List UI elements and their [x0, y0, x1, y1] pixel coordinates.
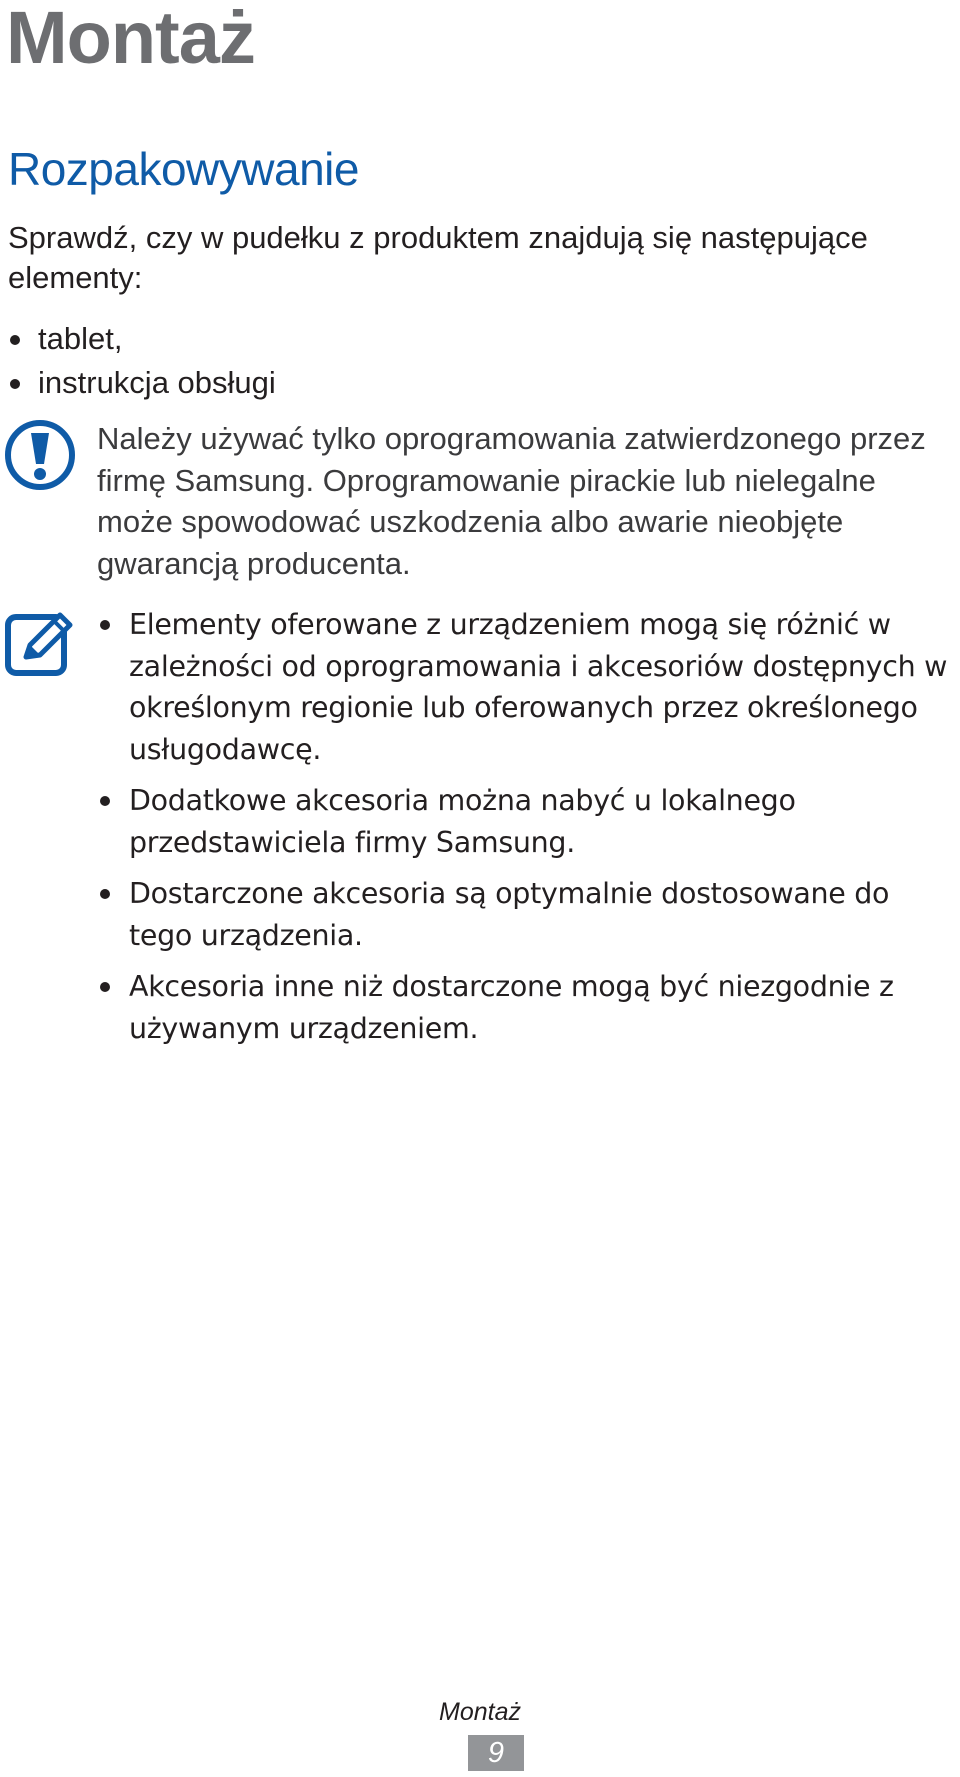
intro-paragraph: Sprawdź, czy w pudełku z produktem znajdują się następujące elementy: [8, 220, 868, 295]
list-item: instrukcja obsługi [8, 361, 276, 405]
notes-list [98, 604, 953, 1059]
section-title: Rozpakowywanie [8, 143, 359, 195]
list-item: tablet, [8, 317, 276, 361]
package-contents-list [8, 317, 276, 405]
list-item: Elementy oferowane z urządzeniem mogą się różnić w zależności od oprogramowania i akcesoriów dostępnych w określonym regionie lub oferowanych przez określonego usługodawcę. [98, 604, 953, 770]
pencil-note-icon [4, 609, 74, 679]
list-item: Dodatkowe akcesoria można nabyć u lokalnego przedstawiciela firmy Samsung. [98, 780, 953, 863]
warning-text: Należy używać tylko oprogramowania zatwierdzonego przez firmę Samsung. Oprogramowanie pirackie lub nielegalne może spowodować uszkodzenia albo awarie nieobjęte gwarancją producenta. [97, 421, 926, 581]
page-number: 9 [468, 1735, 524, 1771]
chapter-title: Montaż [6, 0, 255, 79]
list-item: Dostarczone akcesoria są optymalnie dostosowane do tego urządzenia. [98, 873, 953, 956]
exclamation-icon [4, 419, 76, 491]
list-item: Akcesoria inne niż dostarczone mogą być niezgodnie z używanym urządzeniem. [98, 966, 953, 1049]
footer-section-label: Montaż [439, 1698, 521, 1726]
